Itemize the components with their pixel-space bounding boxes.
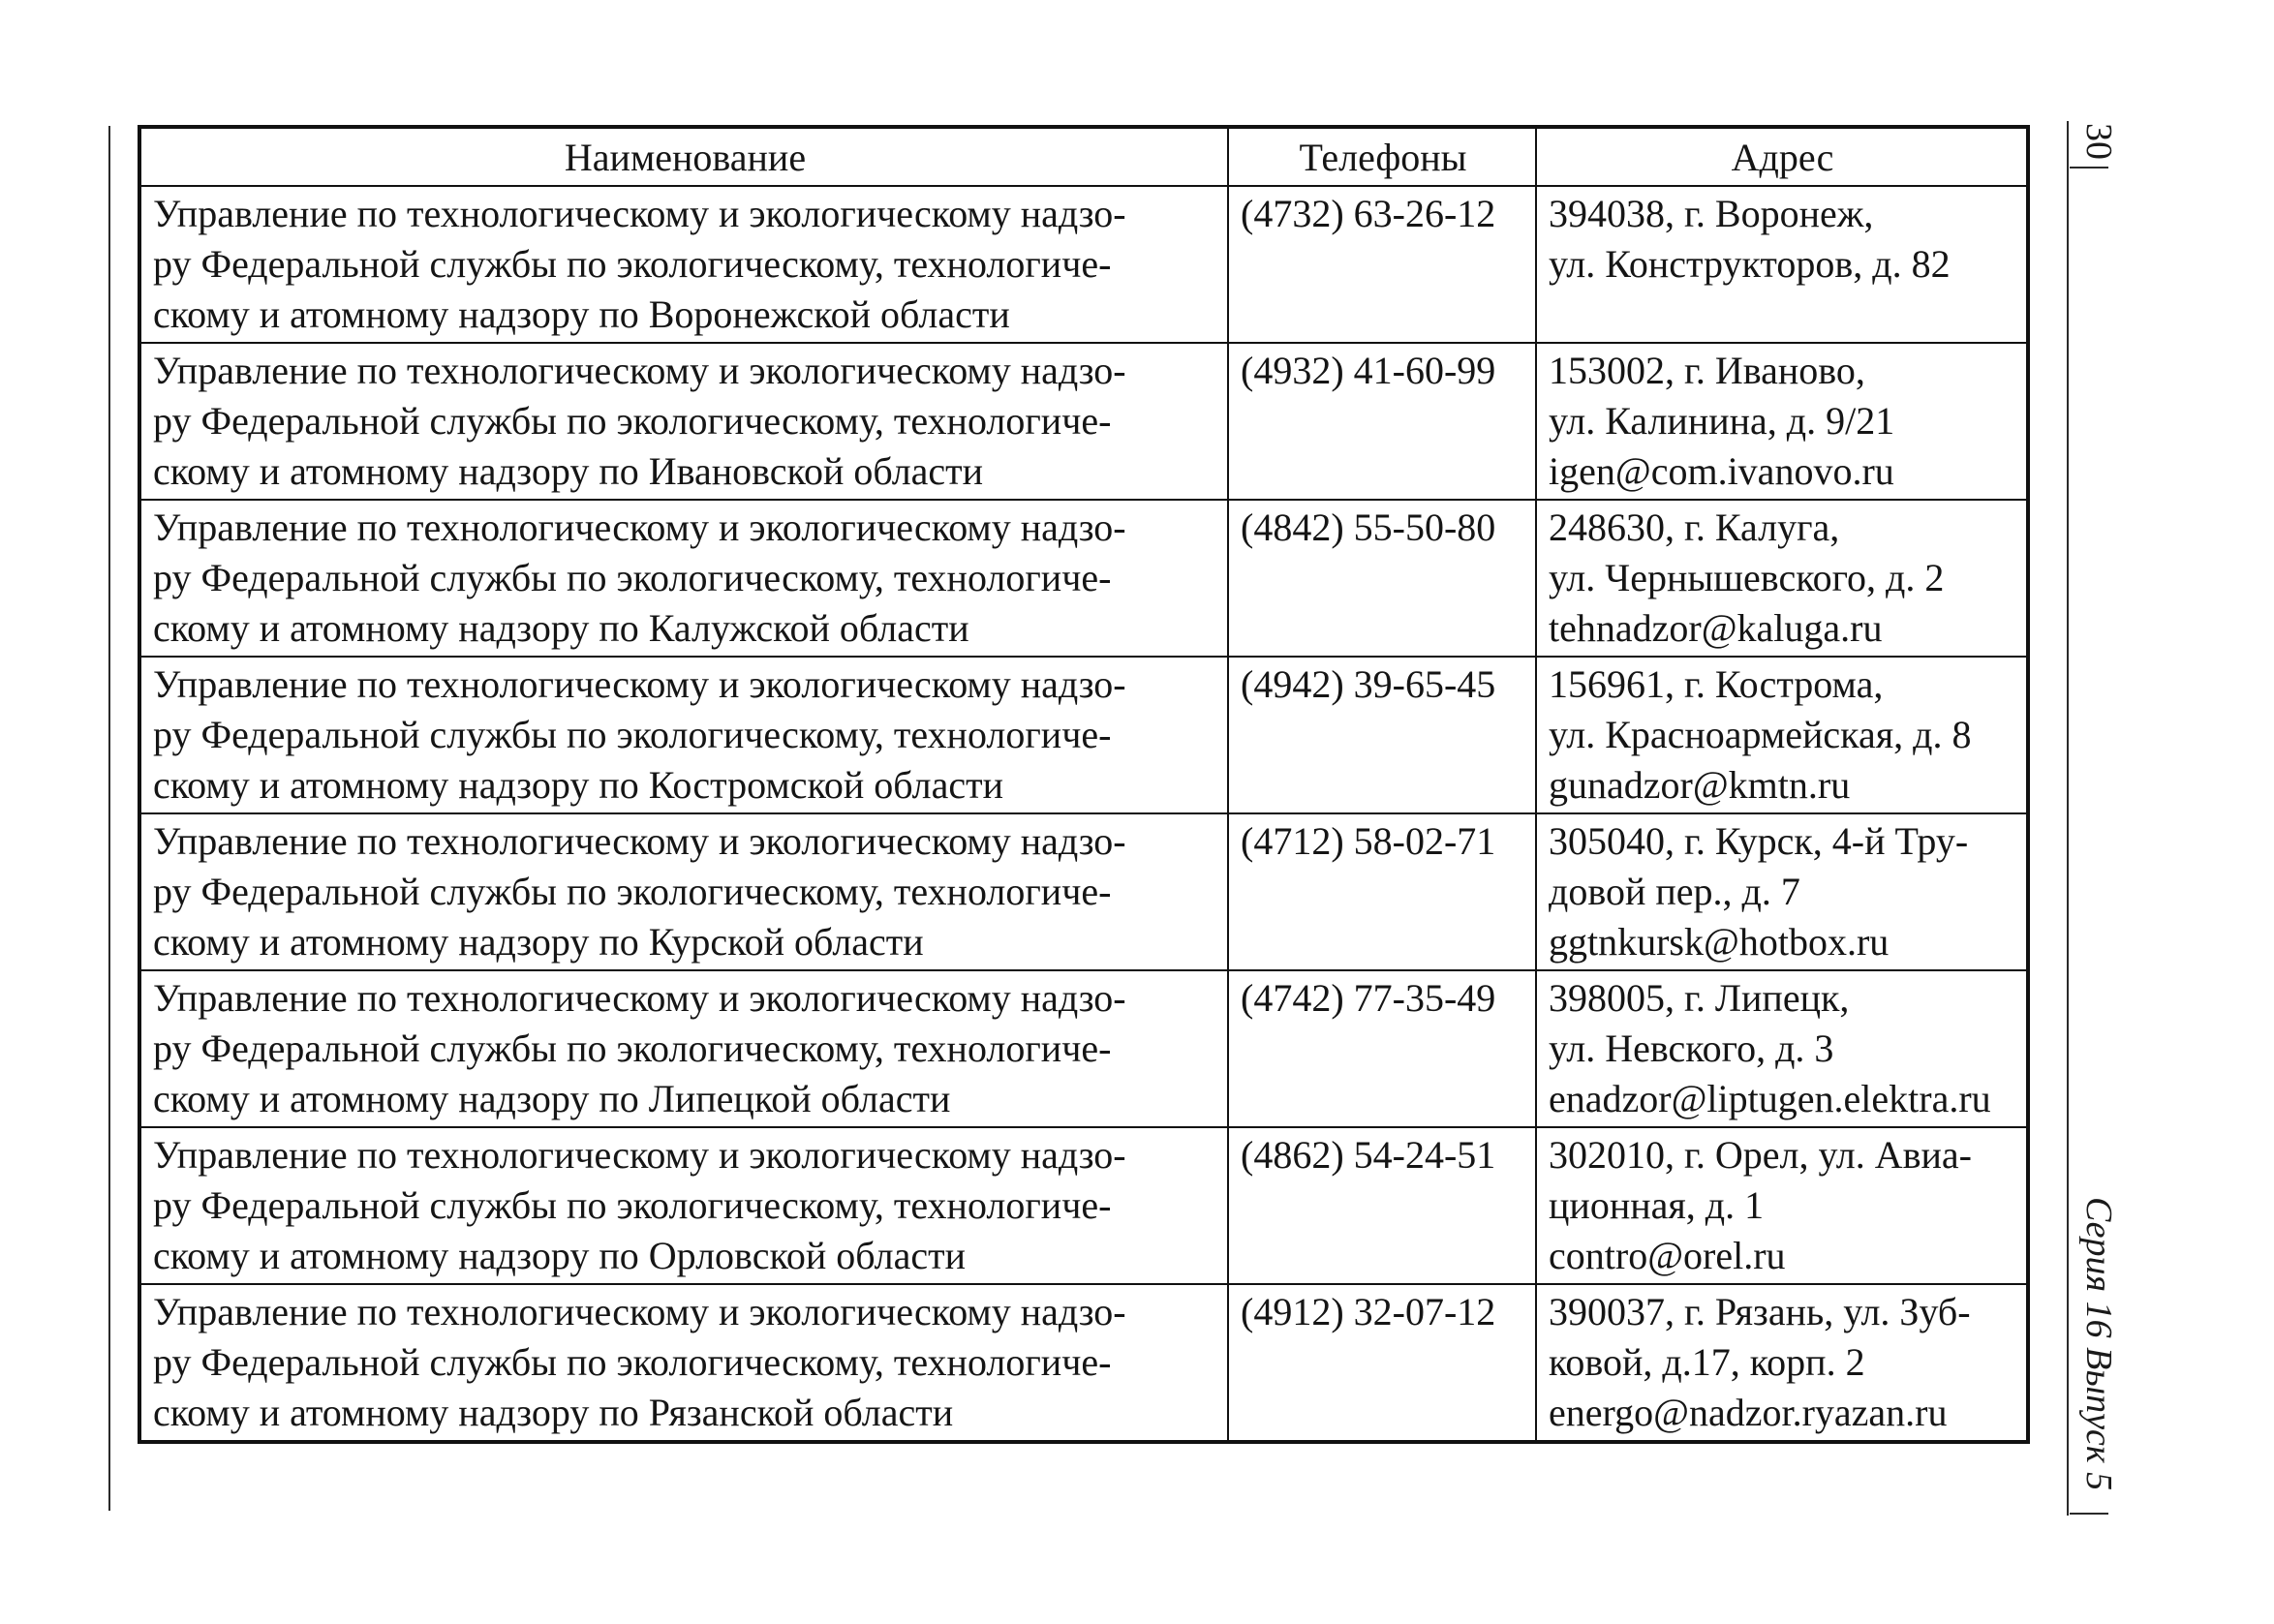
cell-address [1536, 970, 2028, 1127]
series-label: Серия 16 Выпуск 5 [2078, 1197, 2119, 1491]
header-name: Наименование [139, 127, 1228, 186]
cell-phone: (4862) 54-24-51 [1228, 1127, 1536, 1284]
name-line: ру Федеральной службы по экологическому, технологиче- [153, 1183, 1112, 1227]
cell-phone: (4712) 58-02-71 [1228, 813, 1536, 970]
cell-phone: (4932) 41-60-99 [1228, 343, 1536, 500]
cell-name [139, 500, 1228, 657]
page-number-rule [2070, 167, 2108, 169]
cell-address [1536, 1127, 2028, 1284]
cell-name [139, 1284, 1228, 1442]
cell-name [139, 1127, 1228, 1284]
cell-name [139, 970, 1228, 1127]
name-line: Управление по технологическому и экологическому надзо- [153, 1133, 1126, 1177]
name-line: ру Федеральной службы по экологическому, технологиче- [153, 1340, 1112, 1384]
cell-address [1536, 1284, 2028, 1442]
name-line: скому и атомному надзору по Рязанской области [153, 1391, 954, 1434]
cell-address [1536, 500, 2028, 657]
cell-address [1536, 186, 2028, 343]
address-line: ковой, д.17, корп. 2 [1549, 1340, 1865, 1384]
page-number: 30 [2078, 123, 2119, 160]
name-line: скому и атомному надзору по Орловской области [153, 1234, 966, 1277]
name-line: ру Федеральной службы по экологическому, технологиче- [153, 870, 1112, 913]
header-address: Адрес [1536, 127, 2028, 186]
cell-address [1536, 343, 2028, 500]
address-line: ул. Красноармейская, д. 8 [1549, 713, 1972, 756]
address-line: ционная, д. 1 [1549, 1183, 1765, 1227]
table-row [139, 657, 2028, 813]
cell-address [1536, 813, 2028, 970]
email: ggtnkursk@hotbox.ru [1549, 920, 1890, 964]
name-line: ру Федеральной службы по экологическому, технологиче- [153, 1026, 1112, 1070]
series-rule [2070, 1513, 2108, 1515]
email: contro@orel.ru [1549, 1234, 1786, 1277]
cell-phone: (4842) 55-50-80 [1228, 500, 1536, 657]
cell-phone: (4942) 39-65-45 [1228, 657, 1536, 813]
table-row [139, 1284, 2028, 1442]
name-line: ру Федеральной службы по экологическому, технологиче- [153, 399, 1112, 443]
address-line: довой пер., д. 7 [1549, 870, 1800, 913]
table-row [139, 970, 2028, 1127]
table-row [139, 500, 2028, 657]
table-row [139, 343, 2028, 500]
cell-name [139, 657, 1228, 813]
name-line: скому и атомному надзору по Липецкой области [153, 1077, 951, 1120]
scan-edge-line-left [108, 126, 110, 1511]
name-line: ру Федеральной службы по экологическому, технологиче- [153, 242, 1112, 286]
address-line: 156961, г. Кострома, [1549, 662, 1884, 706]
name-line: ру Федеральной службы по экологическому, технологиче- [153, 556, 1112, 599]
address-line: 153002, г. Иваново, [1549, 349, 1865, 392]
address-line: ул. Конструкторов, д. 82 [1549, 242, 1951, 286]
email: enadzor@liptugen.elektra.ru [1549, 1077, 1991, 1120]
email: igen@com.ivanovo.ru [1549, 449, 1894, 493]
name-line: скому и атомному надзору по Курской области [153, 920, 924, 964]
cell-name [139, 186, 1228, 343]
cell-name [139, 343, 1228, 500]
cell-phone: (4732) 63-26-12 [1228, 186, 1536, 343]
address-line: 248630, г. Калуга, [1549, 506, 1840, 549]
email: gunadzor@kmtn.ru [1549, 763, 1851, 807]
address-line: 398005, г. Липецк, [1549, 976, 1850, 1020]
email: tehnadzor@kaluga.ru [1549, 606, 1883, 650]
name-line: Управление по технологическому и экологическому надзо- [153, 1290, 1126, 1333]
header-phone: Телефоны [1228, 127, 1536, 186]
cell-address [1536, 657, 2028, 813]
address-line: 305040, г. Курск, 4-й Тру- [1549, 819, 1969, 863]
name-line: ру Федеральной службы по экологическому, технологиче- [153, 713, 1112, 756]
table-row [139, 1127, 2028, 1284]
scan-edge-line-right [2067, 121, 2069, 1516]
name-line: скому и атомному надзору по Калужской области [153, 606, 969, 650]
address-line: ул. Калинина, д. 9/21 [1549, 399, 1895, 443]
cell-phone: (4742) 77-35-49 [1228, 970, 1536, 1127]
table-row [139, 813, 2028, 970]
address-line: 302010, г. Орел, ул. Авиа- [1549, 1133, 1972, 1177]
email: energo@nadzor.ryazan.ru [1549, 1391, 1948, 1434]
name-line: скому и атомному надзору по Ивановской области [153, 449, 984, 493]
table-header-row [139, 127, 2028, 186]
name-line: скому и атомному надзору по Костромской области [153, 763, 1003, 807]
cell-name [139, 813, 1228, 970]
address-line: ул. Невского, д. 3 [1549, 1026, 1834, 1070]
directory-table [138, 125, 2030, 1444]
name-line: Управление по технологическому и экологическому надзо- [153, 349, 1126, 392]
name-line: Управление по технологическому и экологическому надзо- [153, 819, 1126, 863]
cell-phone: (4912) 32-07-12 [1228, 1284, 1536, 1442]
name-line: Управление по технологическому и экологическому надзо- [153, 506, 1126, 549]
address-line: 390037, г. Рязань, ул. Зуб- [1549, 1290, 1971, 1333]
address-line: ул. Чернышевского, д. 2 [1549, 556, 1945, 599]
table-row [139, 186, 2028, 343]
name-line: скому и атомному надзору по Воронежской области [153, 292, 1010, 336]
address-line: 394038, г. Воронеж, [1549, 192, 1874, 235]
name-line: Управление по технологическому и экологическому надзо- [153, 662, 1126, 706]
name-line: Управление по технологическому и экологическому надзо- [153, 976, 1126, 1020]
name-line: Управление по технологическому и экологическому надзо- [153, 192, 1126, 235]
